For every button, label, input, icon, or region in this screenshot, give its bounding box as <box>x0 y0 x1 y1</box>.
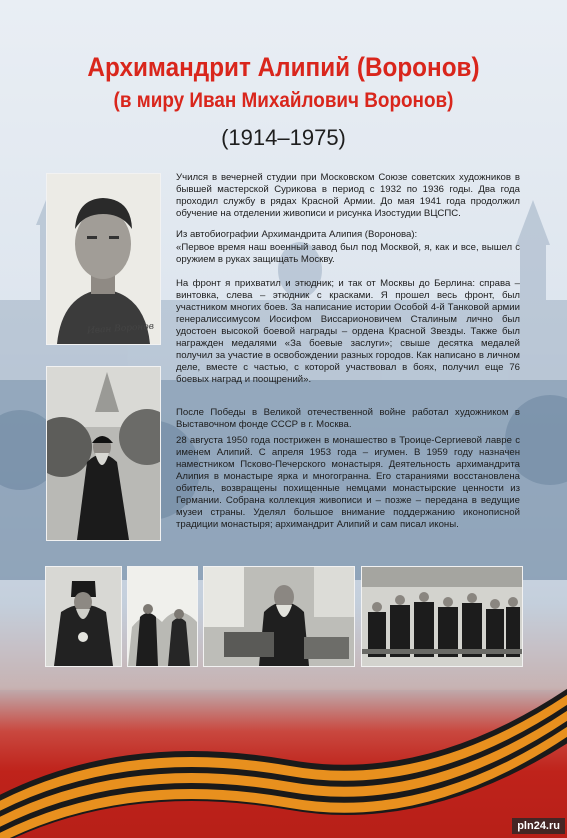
biography-paragraph-3: 28 августа 1950 года пострижен в монашество в Троице-Сергиевой лавре с именем Алипий. С апреля 1953 года – игумен. В 1959 году назначен наместником Псково-Печерского монастыря. Деятельность архимандрита Алипия в монастыре ярка и многогранна. Его стараниями восстановлена обитель, возвращены похищенные немцами монастырские ценности из Германии. Собрана коллекция живописи и – позже – передана в ведущие музеи страны. Уделял большое внимание поддержанию иконописной традиции монастыря; архимандрит Алипий и сам писал иконы. <box>176 435 520 530</box>
monk-garden-image <box>47 367 160 540</box>
quote-paragraph-1: «Первое время наш военный завод был под Москвой, я, как и все, вышел с оружием в руках защищать Москву. <box>176 242 520 265</box>
page-title: Архимандрит Алипий (Воронов) <box>87 52 480 82</box>
portrait-signature: Иван Воронов <box>86 321 155 337</box>
watermark: pln24.ru <box>512 818 565 834</box>
life-years: (1914–1975) <box>221 125 346 150</box>
monk-garden-photo <box>46 366 161 541</box>
portrait-image <box>47 174 160 344</box>
page-subtitle: (в миру Иван Михайлович Воронов) <box>113 89 454 112</box>
quote-paragraph-2: На фронт я прихватил и этюдник; и так от Москвы до Берлина: справа – винтовка, слева – этюдник с красками. Я прошел весь фронт, был участником многих боев. За написание истории Особой 4-й Танковой армии генералиссимусом Иосифом Виссарионовичем Сталиным лично был удостоен высокой боевой награды – ордена Красной Звезды. Также был награжден медалями «За боевые заслуги»; свыше десятка медалей получил за участие в освобождении разных городов. Как написано в личном деле, вместе с частью, с которой участвовал в боях, получил еще 76 боевых наград и поощрений». <box>176 278 520 385</box>
portrait-photo <box>46 173 161 345</box>
st-george-ribbon <box>0 640 567 838</box>
biography-paragraph-2: После Победы в Великой отечественной войне работал художником в Выставочном фонде СССР в г. Москва. <box>176 407 520 430</box>
autobiography-heading: Из автобиографии Архимандрита Алипия (Воронова): <box>176 229 418 240</box>
biography-paragraph-1: Учился в вечерней студии при Московском Союзе советских художников в бывшей мастерской Сурикова в период с 1932 по 1936 годы. Два года проходил службу в рядах Красной Армии. До мая 1941 года продолжил обучение на отделении живописи и рисунка Изостудии ВЦСПС. <box>176 172 520 219</box>
